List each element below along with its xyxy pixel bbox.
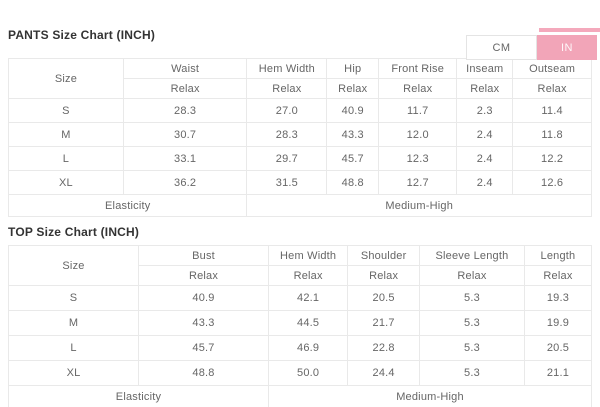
size-cell: M bbox=[9, 123, 124, 147]
value-cell: 28.3 bbox=[123, 99, 247, 123]
elasticity-label: Elasticity bbox=[9, 195, 247, 217]
value-cell: 40.9 bbox=[139, 286, 269, 311]
value-cell: 44.5 bbox=[269, 311, 348, 336]
value-cell: 28.3 bbox=[247, 123, 327, 147]
value-cell: 36.2 bbox=[123, 171, 247, 195]
elasticity-label: Elasticity bbox=[9, 386, 269, 407]
pants-column-header-hem-width: Hem Width bbox=[247, 59, 327, 79]
top-column-header-bust: Bust bbox=[139, 246, 269, 266]
value-cell: 20.5 bbox=[524, 336, 591, 361]
value-cell: 45.7 bbox=[139, 336, 269, 361]
value-cell: 40.9 bbox=[327, 99, 379, 123]
table-row-s bbox=[9, 99, 592, 123]
value-cell: 2.4 bbox=[457, 171, 513, 195]
value-cell: 5.3 bbox=[419, 336, 524, 361]
value-cell: 48.8 bbox=[139, 361, 269, 386]
value-cell: 46.9 bbox=[269, 336, 348, 361]
value-cell: 50.0 bbox=[269, 361, 348, 386]
value-cell: 21.1 bbox=[524, 361, 591, 386]
value-cell: 12.3 bbox=[379, 147, 457, 171]
pants-size-column-header: Size bbox=[9, 59, 124, 99]
value-cell: 19.3 bbox=[524, 286, 591, 311]
size-cell: S bbox=[9, 99, 124, 123]
value-cell: 19.9 bbox=[524, 311, 591, 336]
top-header-row bbox=[9, 246, 592, 266]
value-cell: 12.0 bbox=[379, 123, 457, 147]
pants-column-header-front-rise: Front Rise bbox=[379, 59, 457, 79]
table-row-xl bbox=[9, 171, 592, 195]
value-cell: 27.0 bbox=[247, 99, 327, 123]
value-cell: 29.7 bbox=[247, 147, 327, 171]
fit-label: Relax bbox=[327, 79, 379, 99]
table-row-s bbox=[9, 286, 592, 311]
value-cell: 11.8 bbox=[513, 123, 592, 147]
unit-cm-button[interactable]: CM bbox=[466, 35, 537, 60]
unit-toggle bbox=[466, 35, 597, 60]
top-column-header-hem-width: Hem Width bbox=[269, 246, 348, 266]
table-row-m bbox=[9, 123, 592, 147]
fit-label: Relax bbox=[457, 79, 513, 99]
pants-column-header-outseam: Outseam bbox=[513, 59, 592, 79]
value-cell: 48.8 bbox=[327, 171, 379, 195]
value-cell: 43.3 bbox=[327, 123, 379, 147]
top-column-header-length: Length bbox=[524, 246, 591, 266]
value-cell: 11.4 bbox=[513, 99, 592, 123]
top-size-column-header: Size bbox=[9, 246, 139, 286]
fit-label: Relax bbox=[513, 79, 592, 99]
size-cell: S bbox=[9, 286, 139, 311]
elasticity-value: Medium-High bbox=[247, 195, 592, 217]
size-chart-page bbox=[0, 28, 600, 407]
value-cell: 42.1 bbox=[269, 286, 348, 311]
value-cell: 30.7 bbox=[123, 123, 247, 147]
value-cell: 5.3 bbox=[419, 311, 524, 336]
size-cell: L bbox=[9, 336, 139, 361]
value-cell: 5.3 bbox=[419, 361, 524, 386]
value-cell: 20.5 bbox=[348, 286, 420, 311]
top-column-header-sleeve-length: Sleeve Length bbox=[419, 246, 524, 266]
top-size-table bbox=[8, 245, 592, 407]
value-cell: 2.3 bbox=[457, 99, 513, 123]
cut-off-pink-strip bbox=[539, 28, 600, 32]
elasticity-value: Medium-High bbox=[269, 386, 592, 407]
value-cell: 12.2 bbox=[513, 147, 592, 171]
top-chart-title: TOP Size Chart (INCH) bbox=[8, 225, 140, 239]
value-cell: 43.3 bbox=[139, 311, 269, 336]
size-cell: L bbox=[9, 147, 124, 171]
value-cell: 22.8 bbox=[348, 336, 420, 361]
pants-chart-title: PANTS Size Chart (INCH) bbox=[8, 28, 156, 42]
table-row-m bbox=[9, 311, 592, 336]
top-column-header-shoulder: Shoulder bbox=[348, 246, 420, 266]
value-cell: 21.7 bbox=[348, 311, 420, 336]
value-cell: 12.6 bbox=[513, 171, 592, 195]
unit-in-button[interactable]: IN bbox=[537, 35, 597, 60]
value-cell: 45.7 bbox=[327, 147, 379, 171]
fit-label: Relax bbox=[379, 79, 457, 99]
pants-column-header-inseam: Inseam bbox=[457, 59, 513, 79]
table-row-xl bbox=[9, 361, 592, 386]
pants-size-table bbox=[8, 58, 592, 217]
value-cell: 31.5 bbox=[247, 171, 327, 195]
value-cell: 11.7 bbox=[379, 99, 457, 123]
fit-label: Relax bbox=[348, 266, 420, 286]
value-cell: 5.3 bbox=[419, 286, 524, 311]
fit-label: Relax bbox=[247, 79, 327, 99]
value-cell: 2.4 bbox=[457, 123, 513, 147]
fit-label: Relax bbox=[524, 266, 591, 286]
fit-label: Relax bbox=[419, 266, 524, 286]
pants-column-header-waist: Waist bbox=[123, 59, 247, 79]
table-row-l bbox=[9, 336, 592, 361]
size-cell: XL bbox=[9, 171, 124, 195]
value-cell: 2.4 bbox=[457, 147, 513, 171]
fit-label: Relax bbox=[269, 266, 348, 286]
elasticity-row bbox=[9, 386, 592, 407]
fit-label: Relax bbox=[123, 79, 247, 99]
value-cell: 12.7 bbox=[379, 171, 457, 195]
value-cell: 33.1 bbox=[123, 147, 247, 171]
pants-column-header-hip: Hip bbox=[327, 59, 379, 79]
value-cell: 24.4 bbox=[348, 361, 420, 386]
size-cell: M bbox=[9, 311, 139, 336]
table-row-l bbox=[9, 147, 592, 171]
size-cell: XL bbox=[9, 361, 139, 386]
elasticity-row bbox=[9, 195, 592, 217]
fit-label: Relax bbox=[139, 266, 269, 286]
pants-header-row bbox=[9, 59, 592, 79]
